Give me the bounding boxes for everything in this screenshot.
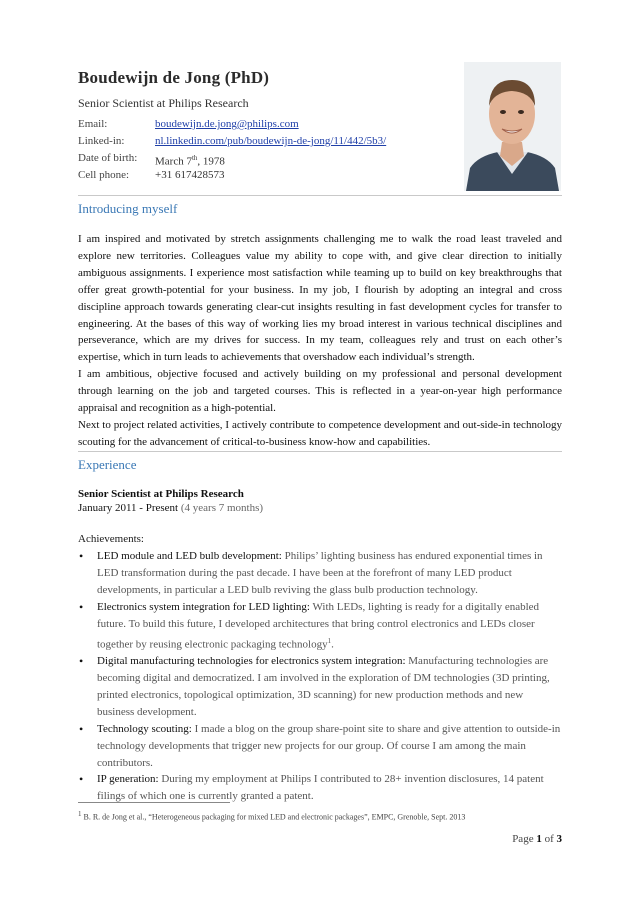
experience-section-title: Experience [78, 457, 137, 472]
list-item: • Technology scouting: I made a blog on the group share-point site to share and give attention to outside-in technology developments that trigger new projects for our group. Of course I am among the main contributors. [78, 721, 562, 772]
intro-divider [78, 451, 562, 452]
intro-paragraph: I am inspired and motivated by stretch assignments challenging me to walk the road least traveled and explore new territories. Colleagues value my ability to cope with, and give clear direction to initially ambiguous assignments. I experience most satisfaction while teaming up to build on key breakthroughs that offer great growth-potential for your business. In my job, I flourish by adopting an integral and cross discipline approach towards generating clear-cut insights resulting in fast development cycles for transfer to engineering. At the bases of this way of working lies my broad interest in various technical disciplines and perseverance, which are my drives for success. In my team, colleagues rely and trust on each other’s expertise, which in turn leads to achievements that overshadow each individual’s strength. [78, 233, 562, 364]
contact-phone-row [78, 167, 386, 184]
contact-dob-row [78, 150, 386, 167]
job-duration: (4 years 7 months) [180, 502, 264, 514]
job-subtitle: Senior Scientist at Philips Research [78, 96, 249, 110]
intro-paragraph: I am ambitious, objective focused and actively building on my professional and personal development through learning on the job and targeted courses. This is reflected in a year-on-year high performance appraisal and recognition as a high-potential. [78, 368, 562, 415]
intro-section-title: Introducing myself [78, 201, 178, 216]
footnote-separator [78, 802, 230, 803]
linkedin-link[interactable]: nl.linkedin.com/pub/boudewijn-de-jong/11/442/5b3/ [155, 135, 387, 147]
cell-phone: +31 617428573 [155, 169, 225, 181]
contact-label: Cell phone: [78, 169, 130, 181]
contact-email-row [78, 116, 386, 133]
achievements-list [78, 548, 562, 805]
footnote-text: B. R. de Jong et al., “Heterogeneous packaging for mixed LED and electronic packages”, EMPC, Grenoble, Sept. 2013 [83, 812, 466, 822]
date-of-birth: March 7th, 1978 [155, 154, 225, 168]
person-name: Boudewijn de Jong (PhD) [78, 68, 270, 87]
list-item: • IP generation: During my employment at Philips I contributed to 28+ invention disclosures, 14 patent filings of which one is currently granted a patent. [78, 771, 562, 805]
contact-block [78, 116, 386, 184]
list-item: • Digital manufacturing technologies for electronics system integration: Manufacturing technologies are becoming digital and democratized. I am involved in the exploration of DM technologies (3D printing, printed electronics, topological optimization, 3D scanning) for new production methods and new business development. [78, 653, 562, 721]
footnote-mark: 1 [78, 810, 82, 818]
header-divider [78, 195, 562, 196]
footnote [78, 810, 465, 822]
intro-text [78, 231, 562, 451]
page-number: Page 1 of 3 [512, 833, 562, 845]
job-period: January 2011 - Present [78, 502, 179, 514]
achievements-label: Achievements: [78, 533, 144, 545]
intro-paragraph: Next to project related activities, I actively contribute to competence development and out-side-in technology scouting for the advancement of critical-to-business know-how and capabilities. [78, 418, 562, 448]
list-item: • LED module and LED bulb development: Philips’ lighting business has endured exponential times in LED transformation during the past decade. I have been at the forefront of many LED product developments, in particular a LED bulb reviving the glass bulb production technology. [78, 548, 562, 599]
job-heading [78, 488, 263, 514]
profile-photo [464, 62, 561, 191]
contact-linkedin-row [78, 133, 386, 150]
contact-label: Linked-in: [78, 135, 125, 147]
email-link[interactable]: boudewijn.de.jong@philips.com [155, 118, 299, 130]
contact-label: Date of birth: [78, 152, 138, 164]
job-period-line [78, 502, 263, 514]
job-title: Senior Scientist at Philips Research [78, 488, 244, 500]
contact-label: Email: [78, 118, 108, 130]
footnote-ref[interactable]: 1 [327, 636, 332, 645]
list-item: • Electronics system integration for LED lighting: With LEDs, lighting is ready for a digitally enabled future. To build this future, I developed architectures that bring control electronics and LEDs closer together by reusing electronic packaging technology$^1$. [78, 599, 562, 653]
